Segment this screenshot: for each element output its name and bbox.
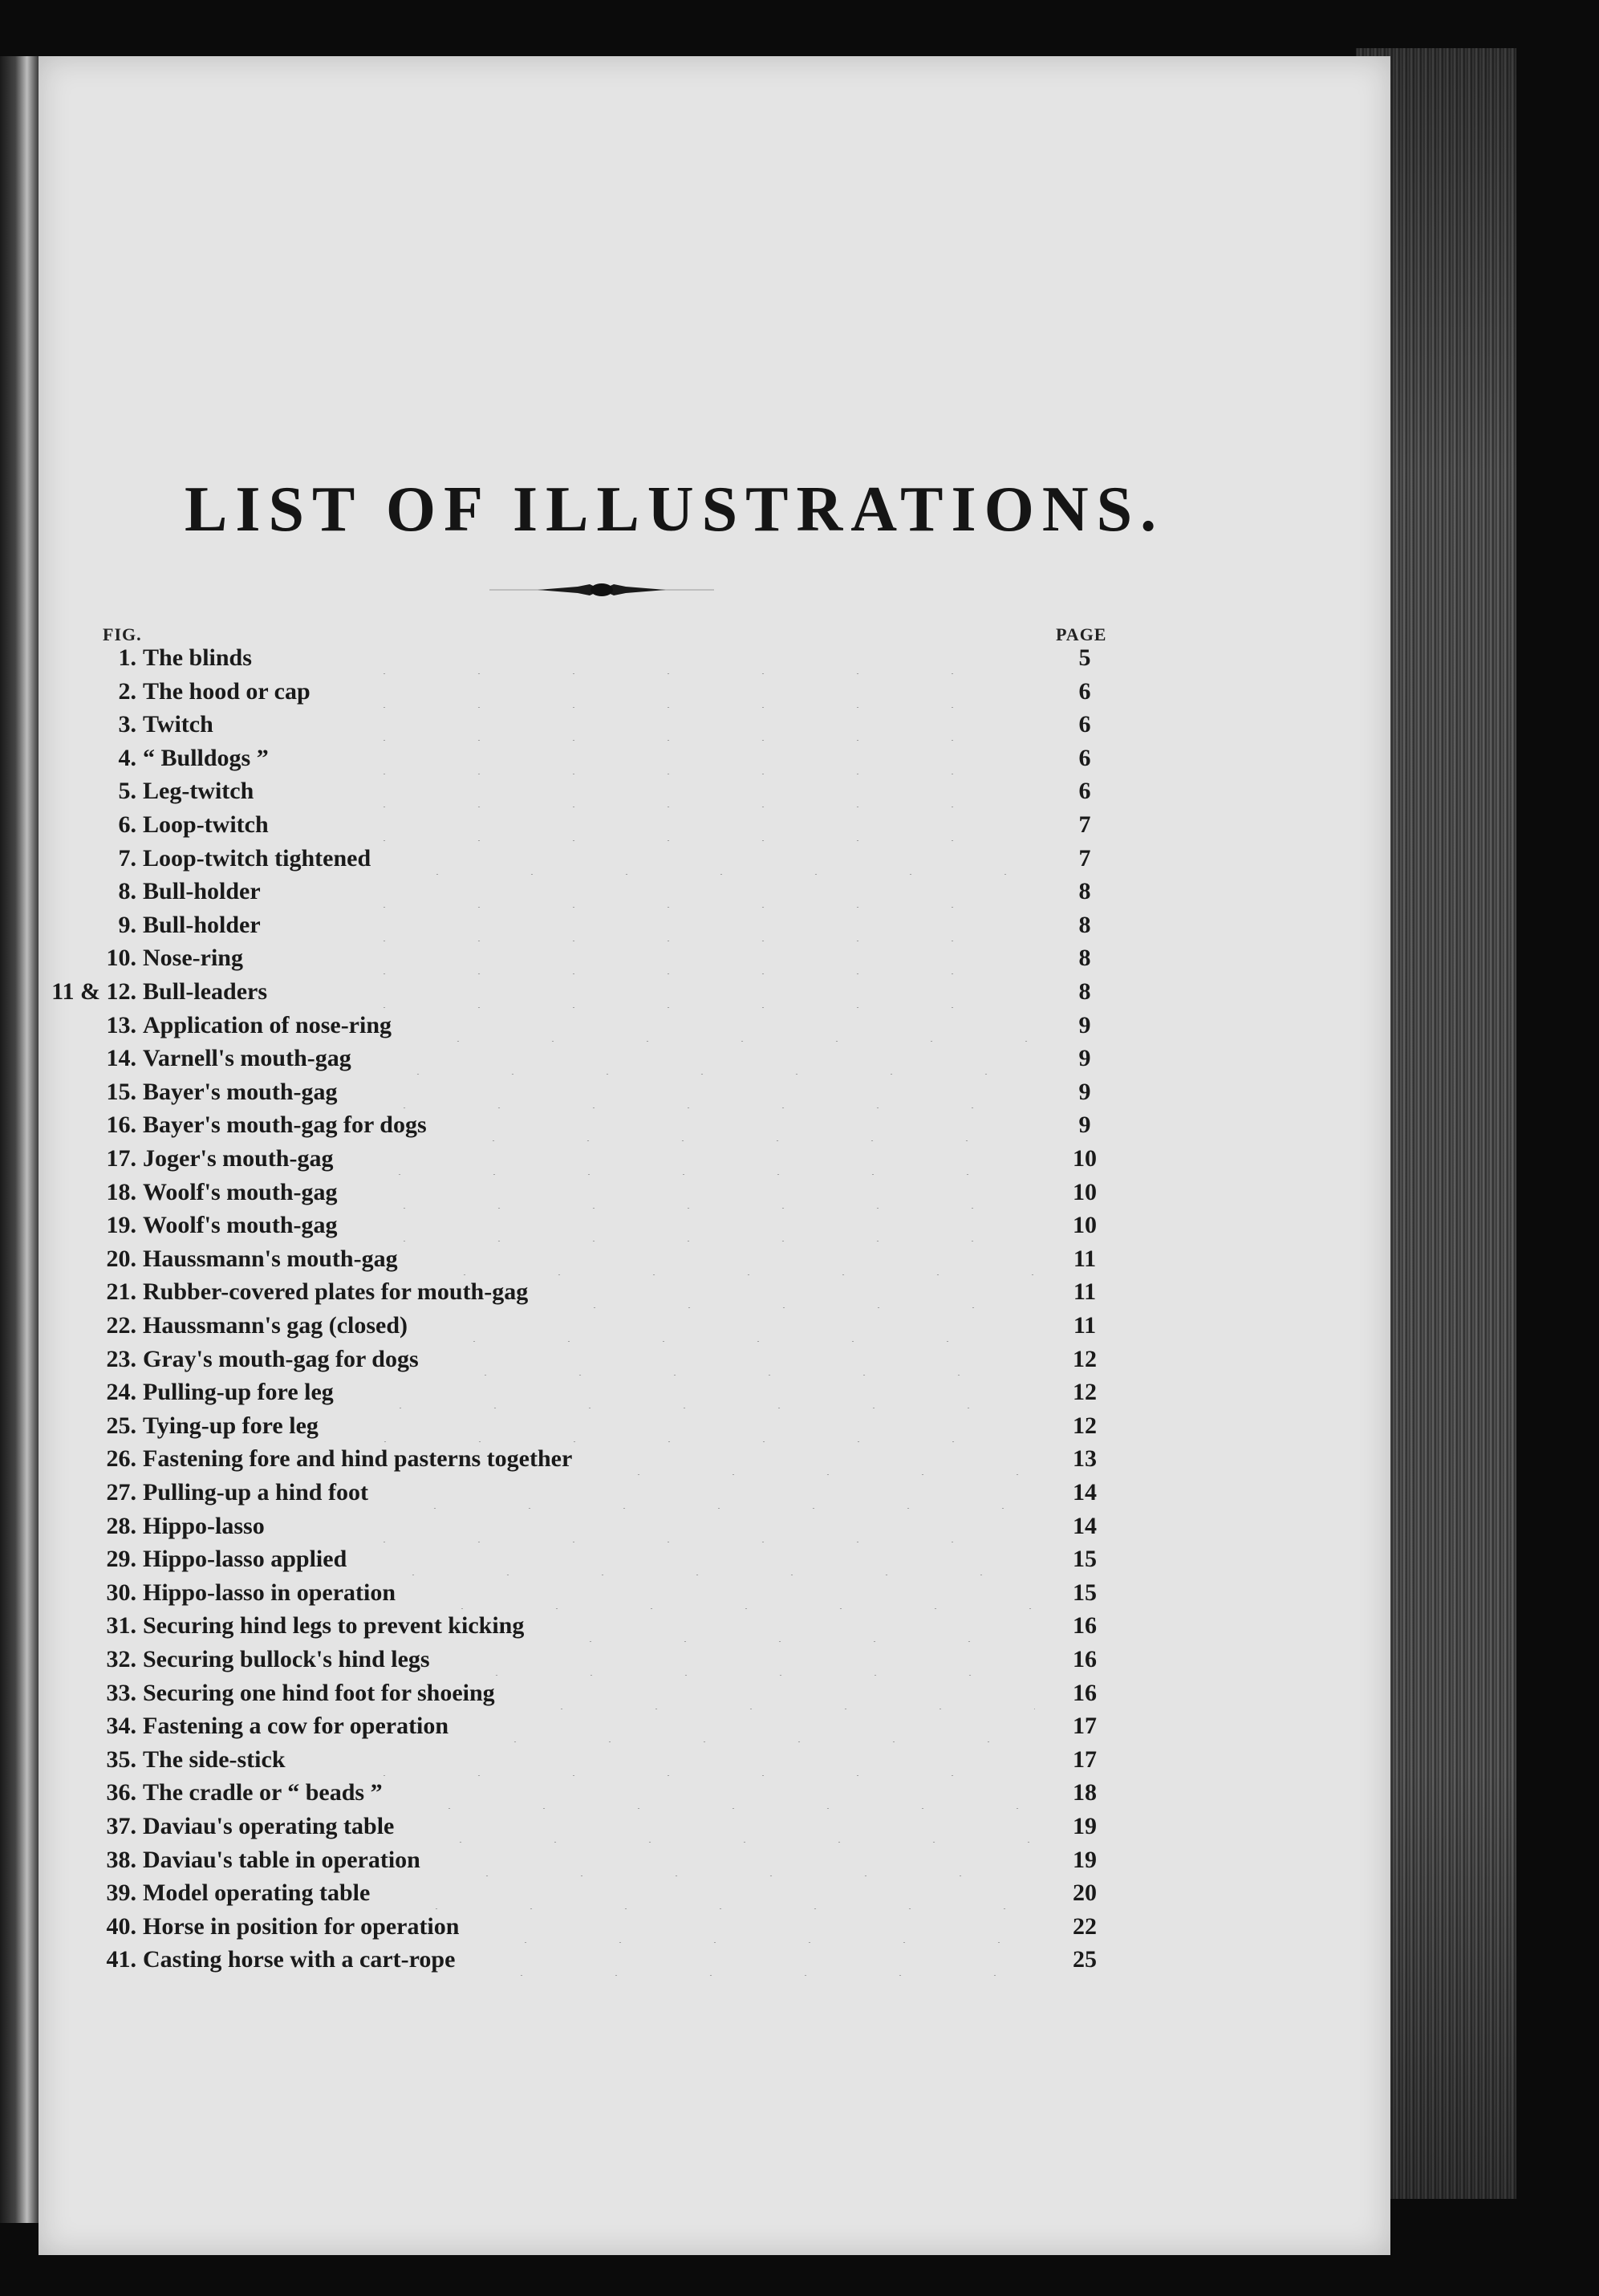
- figure-number: 27.: [106, 1479, 136, 1506]
- dot-leader: [543, 1610, 1035, 1642]
- figure-number: 6.: [118, 811, 136, 838]
- list-item: [0, 1944, 1203, 1976]
- page-number: 16: [1073, 1679, 1097, 1706]
- list-item: [0, 775, 1203, 807]
- figure-caption: Horse in position for operation: [143, 1912, 460, 1940]
- page-number: 19: [1073, 1813, 1097, 1839]
- dot-leader: [440, 1844, 1035, 1876]
- list-item: [0, 709, 1203, 741]
- dot-leader: [337, 909, 1035, 941]
- figure-caption: Bull-holder: [143, 911, 261, 938]
- dot-leader: [402, 1777, 1035, 1809]
- page-number: 11: [1073, 1245, 1097, 1272]
- fig-column-header: FIG.: [103, 624, 142, 644]
- figure-number: 24.: [106, 1379, 136, 1406]
- figure-caption: Securing bullock's hind legs: [143, 1646, 430, 1672]
- list-item: [0, 1310, 1203, 1342]
- page-number: 8: [1078, 945, 1091, 972]
- page-number: 10: [1073, 1212, 1097, 1239]
- figure-number: 28.: [106, 1512, 136, 1539]
- list-item: [0, 1477, 1203, 1509]
- dot-leader: [547, 1276, 1035, 1308]
- figure-number: 36.: [106, 1779, 136, 1806]
- page-number: 5: [1078, 644, 1091, 671]
- dot-leader: [337, 942, 1035, 974]
- figure-caption: Pulling-up a hind foot: [143, 1479, 368, 1506]
- figure-number: 31.: [106, 1612, 136, 1640]
- figure-caption: Securing one hind foot for shoeing: [143, 1679, 495, 1706]
- page-number: 15: [1073, 1579, 1097, 1606]
- figure-caption: Bull-leaders: [143, 978, 267, 1005]
- figure-caption: Application of nose-ring: [143, 1011, 392, 1038]
- figure-number: 7.: [118, 844, 136, 872]
- page-number: 6: [1078, 778, 1091, 805]
- figure-caption: Gray's mouth-gag for dogs: [143, 1345, 419, 1372]
- list-item: [0, 1042, 1203, 1075]
- list-item: [0, 1010, 1203, 1042]
- figure-caption: Securing hind legs to prevent kicking: [143, 1612, 525, 1640]
- page-number: 11: [1073, 1312, 1097, 1339]
- figure-number: 8.: [118, 878, 136, 905]
- figure-number: 41.: [106, 1946, 136, 1973]
- figure-number: 40.: [106, 1912, 136, 1940]
- dot-leader: [337, 742, 1035, 774]
- figure-caption: Loop-twitch: [143, 811, 269, 838]
- dot-leader: [446, 1109, 1035, 1141]
- list-item: [0, 1376, 1203, 1408]
- list-item: [0, 942, 1203, 974]
- ornament-divider-icon: [489, 578, 714, 602]
- page-number: 6: [1078, 677, 1091, 705]
- figure-caption: Woolf's mouth-gag: [143, 1178, 338, 1205]
- figure-caption: Loop-twitch tightened: [143, 844, 371, 872]
- figure-number: 5.: [118, 778, 136, 805]
- list-item: [0, 1911, 1203, 1943]
- figure-caption: Bayer's mouth-gag: [143, 1078, 338, 1105]
- page-number: 9: [1078, 1045, 1091, 1072]
- figure-caption: Varnell's mouth-gag: [143, 1045, 351, 1072]
- dot-leader: [474, 1944, 1035, 1976]
- page-number: 15: [1073, 1546, 1097, 1573]
- page-number: 14: [1073, 1512, 1097, 1539]
- page-number: 25: [1073, 1946, 1097, 1973]
- figure-number: 39.: [106, 1879, 136, 1907]
- figure-caption: Fastening fore and hind pasterns together: [143, 1445, 573, 1473]
- list-item: [0, 909, 1203, 941]
- figure-caption: Fastening a cow for operation: [143, 1713, 449, 1740]
- list-item: [0, 1176, 1203, 1209]
- page-number: 16: [1073, 1646, 1097, 1672]
- figure-number: 37.: [106, 1813, 136, 1839]
- list-item: [0, 1109, 1203, 1141]
- figure-caption: Bayer's mouth-gag for dogs: [143, 1111, 427, 1139]
- dot-leader: [353, 1376, 1035, 1408]
- list-item: [0, 1844, 1203, 1876]
- figure-number: 1.: [118, 644, 136, 671]
- list-item: [0, 1610, 1203, 1642]
- page-title: LIST OF ILLUSTRATIONS.: [185, 474, 1165, 545]
- figure-caption: Daviau's table in operation: [143, 1846, 420, 1873]
- figure-number: 20.: [106, 1245, 136, 1272]
- page-number: 19: [1073, 1846, 1097, 1873]
- figure-number: 30.: [106, 1579, 136, 1606]
- page-number: 14: [1073, 1479, 1097, 1506]
- list-item: [0, 1877, 1203, 1909]
- figure-number: 33.: [106, 1679, 136, 1706]
- list-item: [0, 742, 1203, 774]
- dot-leader: [411, 1010, 1035, 1042]
- figure-caption: The cradle or “ beads ”: [143, 1779, 383, 1806]
- figure-caption: Bull-holder: [143, 878, 261, 905]
- figure-caption: Pulling-up fore leg: [143, 1379, 334, 1406]
- figure-caption: The side-stick: [143, 1745, 286, 1773]
- list-item: [0, 843, 1203, 875]
- dot-leader: [337, 676, 1035, 708]
- list-item: [0, 1644, 1203, 1676]
- page-number: 17: [1073, 1713, 1097, 1740]
- dot-leader: [337, 1510, 1035, 1542]
- figure-number: 22.: [106, 1312, 136, 1339]
- dot-leader: [366, 1543, 1035, 1575]
- figure-caption: Rubber-covered plates for mouth-gag: [143, 1278, 529, 1306]
- list-item: [0, 1810, 1203, 1843]
- list-item: [0, 1577, 1203, 1609]
- figure-number: 2.: [118, 677, 136, 705]
- dot-leader: [415, 1577, 1035, 1609]
- dot-leader: [338, 1410, 1035, 1442]
- list-item: [0, 809, 1203, 841]
- page-number: 18: [1073, 1779, 1097, 1806]
- dot-leader: [468, 1710, 1035, 1742]
- figure-number: 10.: [106, 945, 136, 972]
- figure-caption: Leg-twitch: [143, 778, 254, 805]
- list-item: [0, 1276, 1203, 1308]
- page-number: 12: [1073, 1412, 1097, 1439]
- figure-caption: Hippo-lasso: [143, 1512, 265, 1539]
- list-item: [0, 1744, 1203, 1776]
- page-number: 9: [1078, 1078, 1091, 1105]
- figure-number: 9.: [118, 911, 136, 938]
- page-number: 17: [1073, 1745, 1097, 1773]
- figure-caption: Haussmann's gag (closed): [143, 1312, 408, 1339]
- page-number: 7: [1078, 844, 1091, 872]
- list-item: [0, 1243, 1203, 1275]
- page-number: 16: [1073, 1612, 1097, 1640]
- figure-number: 21.: [106, 1278, 136, 1306]
- page-number: 11: [1073, 1278, 1097, 1306]
- list-item: [0, 676, 1203, 708]
- figure-caption: Tying-up fore leg: [143, 1412, 319, 1439]
- dot-leader: [357, 1076, 1035, 1108]
- figure-number: 32.: [106, 1646, 136, 1672]
- dot-leader: [357, 1209, 1035, 1241]
- list-item: [0, 1410, 1203, 1442]
- figure-number: 34.: [106, 1713, 136, 1740]
- dot-leader: [337, 775, 1035, 807]
- page-column-header: PAGE: [1056, 624, 1107, 644]
- dot-leader: [337, 642, 1035, 674]
- figure-caption: Twitch: [143, 711, 213, 738]
- figure-number: 18.: [106, 1178, 136, 1205]
- figure-caption: Casting horse with a cart-rope: [143, 1946, 456, 1973]
- dot-leader: [337, 709, 1035, 741]
- list-item: [0, 1677, 1203, 1709]
- figure-caption: The blinds: [143, 644, 252, 671]
- list-item: [0, 1343, 1203, 1376]
- figure-number: 14.: [106, 1045, 136, 1072]
- page-number: 6: [1078, 744, 1091, 771]
- figure-number: 26.: [106, 1445, 136, 1473]
- dot-leader: [357, 1176, 1035, 1209]
- figure-number: 15.: [106, 1078, 136, 1105]
- dot-leader: [337, 976, 1035, 1008]
- figure-number: 29.: [106, 1546, 136, 1573]
- figure-caption: Model operating table: [143, 1879, 371, 1907]
- figure-caption: “ Bulldogs ”: [143, 744, 269, 771]
- figure-caption: Hippo-lasso applied: [143, 1546, 347, 1573]
- page-number: 8: [1078, 911, 1091, 938]
- dot-leader: [449, 1644, 1035, 1676]
- figure-caption: Haussmann's mouth-gag: [143, 1245, 398, 1272]
- list-item: [0, 1510, 1203, 1542]
- dot-leader: [337, 876, 1035, 908]
- list-item: [0, 876, 1203, 908]
- dot-leader: [427, 1310, 1035, 1342]
- list-item: [0, 1143, 1203, 1175]
- page-number: 6: [1078, 711, 1091, 738]
- figure-number: 23.: [106, 1345, 136, 1372]
- dot-leader: [438, 1343, 1035, 1376]
- page-number: 8: [1078, 878, 1091, 905]
- list-item: [0, 1076, 1203, 1108]
- dot-leader: [390, 843, 1035, 875]
- list-item: [0, 976, 1203, 1008]
- figure-number: 4.: [118, 744, 136, 771]
- figure-caption: Joger's mouth-gag: [143, 1145, 334, 1172]
- dot-leader: [352, 1143, 1035, 1175]
- dot-leader: [591, 1443, 1035, 1475]
- page-number: 10: [1073, 1178, 1097, 1205]
- figure-caption: Nose-ring: [143, 945, 243, 972]
- figure-number: 38.: [106, 1846, 136, 1873]
- list-item: [0, 642, 1203, 674]
- list-item: [0, 1543, 1203, 1575]
- page-number: 13: [1073, 1445, 1097, 1473]
- figure-number: 13.: [106, 1011, 136, 1038]
- dot-leader: [413, 1810, 1035, 1843]
- figure-caption: Hippo-lasso in operation: [143, 1579, 396, 1606]
- list-item: [0, 1710, 1203, 1742]
- figure-caption: Woolf's mouth-gag: [143, 1212, 338, 1239]
- figure-number: 3.: [118, 711, 136, 738]
- page-number: 10: [1073, 1145, 1097, 1172]
- dot-leader: [478, 1911, 1035, 1943]
- dot-leader: [514, 1677, 1035, 1709]
- page-number: 20: [1073, 1879, 1097, 1907]
- figure-caption: The hood or cap: [143, 677, 310, 705]
- list-item: [0, 1209, 1203, 1241]
- list-item: [0, 1777, 1203, 1809]
- figure-number: 17.: [106, 1145, 136, 1172]
- figure-number: 25.: [106, 1412, 136, 1439]
- dot-leader: [388, 1477, 1035, 1509]
- page-number: 22: [1073, 1912, 1097, 1940]
- list-item: [0, 1443, 1203, 1475]
- figure-number: 19.: [106, 1212, 136, 1239]
- figure-number: 16.: [106, 1111, 136, 1139]
- figure-number: 35.: [106, 1745, 136, 1773]
- dot-leader: [337, 1744, 1035, 1776]
- dot-leader: [337, 809, 1035, 841]
- figure-number: 11 & 12.: [51, 978, 136, 1005]
- page-number: 8: [1078, 978, 1091, 1005]
- figure-caption: Daviau's operating table: [143, 1813, 395, 1839]
- page-number: 7: [1078, 811, 1091, 838]
- dot-leader: [371, 1042, 1035, 1075]
- page-number: 9: [1078, 1111, 1091, 1139]
- page-number: 9: [1078, 1011, 1091, 1038]
- page-number: 12: [1073, 1379, 1097, 1406]
- page-number: 12: [1073, 1345, 1097, 1372]
- dot-leader: [417, 1243, 1035, 1275]
- dot-leader: [389, 1877, 1035, 1909]
